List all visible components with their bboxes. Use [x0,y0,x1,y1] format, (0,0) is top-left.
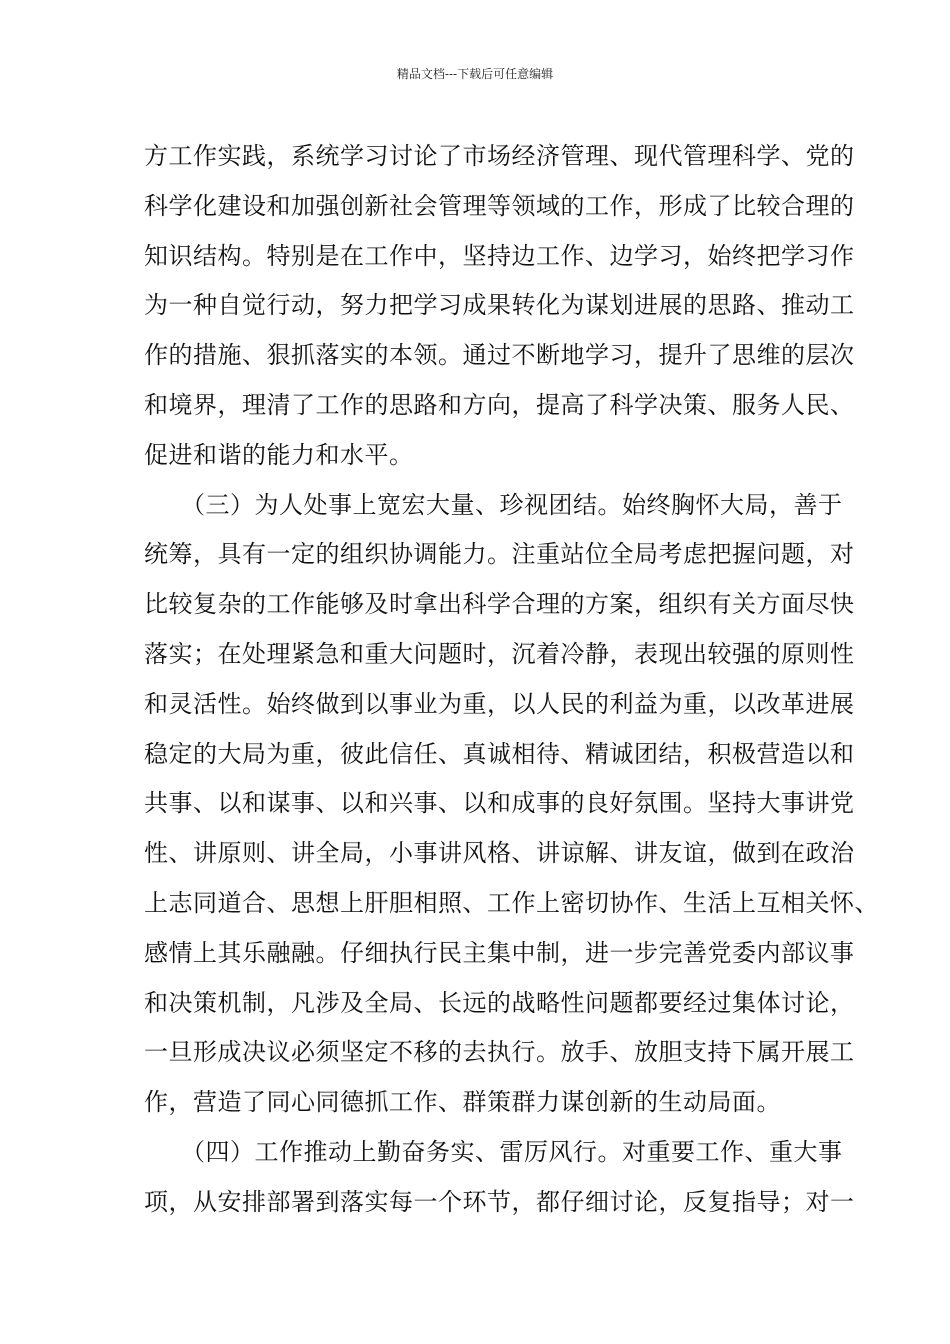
text-line: 共事、以和谋事、以和兴事、以和成事的良好氛围。坚持大事讲党 [144,789,855,818]
text-line: 作，营造了同心同德抓工作、群策群力谋创新的生动局面。 [144,1088,781,1117]
page-header: 精品文档---下载后可任意编辑 [396,67,554,81]
text-line: 为一种自觉行动，努力把学习成果转化为谋划进展的思路、推动工 [144,291,855,320]
text-line: 感情上其乐融融。仔细执行民主集中制，进一步完善党委内部议事 [144,938,855,967]
text-line: 性、讲原则、讲全局，小事讲风格、讲谅解、讲友谊，做到在政治 [144,839,855,868]
text-line: 和境界，理清了工作的思路和方向，提高了科学决策、服务人民、 [144,390,855,419]
text-line: 和灵活性。始终做到以事业为重，以人民的利益为重，以改革进展 [144,689,855,718]
text-line: 上志同道合、思想上肝胆相照、工作上密切协作、生活上互相关怀、 [144,888,879,917]
text-line: 稳定的大局为重，彼此信任、真诚相待、精诚团结，积极营造以和 [144,739,855,768]
text-line: （三）为人处事上宽宏大量、珍视团结。始终胸怀大局，善于 [144,490,843,519]
text-line: 项，从安排部署到落实每一个环节，都仔细讨论，反复指导；对一 [144,1187,855,1216]
text-line: 作的措施、狠抓落实的本领。通过不断地学习，提升了思维的层次 [144,341,855,370]
text-line: 科学化建设和加强创新社会管理等领域的工作，形成了比较合理的 [144,191,855,220]
text-line: 统筹，具有一定的组织协调能力。注重站位全局考虑把握问题，对 [144,540,855,569]
text-line: 比较复杂的工作能够及时拿出科学合理的方案，组织有关方面尽快 [144,590,855,619]
text-line: （四）工作推动上勤奋务实、雷厉风行。对重要工作、重大事 [144,1137,843,1166]
text-line: 落实；在处理紧急和重大问题时，沉着冷静，表现出较强的原则性 [144,639,855,668]
text-line: 知识结构。特别是在工作中，坚持边工作、边学习，始终把学习作 [144,241,855,270]
body-text [144,132,879,1228]
text-line: 一旦形成决议必须坚定不移的去执行。放手、放胆支持下属开展工 [144,1038,855,1067]
text-line: 促进和谐的能力和水平。 [144,440,414,469]
text-line: 方工作实践，系统学习讨论了市场经济管理、现代管理科学、党的 [144,142,855,170]
text-line: 和决策机制，凡涉及全局、长远的战略性问题都要经过集体讨论， [144,988,855,1017]
